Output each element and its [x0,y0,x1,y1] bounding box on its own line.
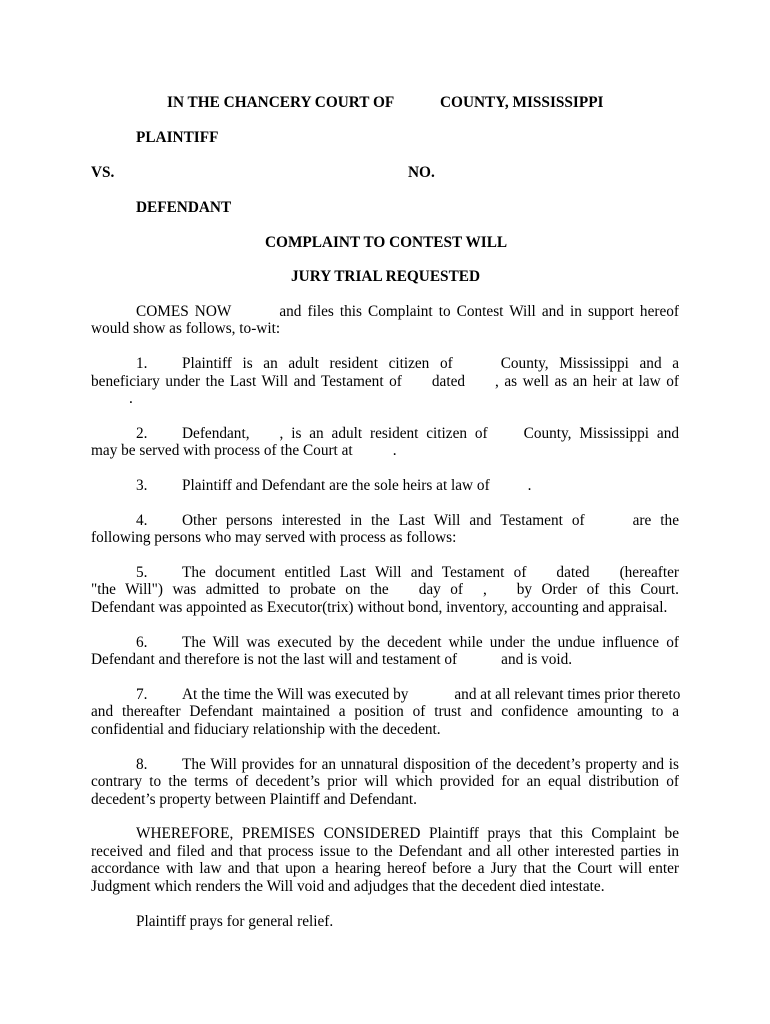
p2-text-c: County, Mississippi and [523,425,679,442]
vs-label: VS. [91,164,115,181]
p3-text-b: . [527,477,532,494]
p1-text-a: Plaintiff is an adult resident citizen of [182,355,453,372]
p6-text-a: The Will was executed by the decedent while under the undue influence of [182,634,679,651]
p5-text-b: dated [556,564,590,581]
document-subtitle: JURY TRIAL REQUESTED [291,268,481,285]
p2-text-e: . [392,442,397,459]
court-name: IN THE CHANCERY COURT OF [167,94,395,111]
paragraph-7-number: 7. [136,686,148,703]
p1-text-b: County, Mississippi and a [500,355,680,372]
paragraph-8-number: 8. [136,756,148,773]
p3-text-a: Plaintiff and Defendant are the sole heirs at law of [182,477,490,494]
paragraph-8-line-2: contrary to the terms of decedent’s prior will which provided for an equal distribution of [91,773,679,790]
p5-text-c: (hereafter [619,564,679,581]
paragraph-2-line-1 [136,425,679,443]
p1-text-d: dated [431,373,466,390]
closing-prayer: Plaintiff prays for general relief. [136,913,334,930]
p6-text-b: Defendant and therefore is not the last will and testament of [91,651,458,668]
intro-line-2: would show as follows, to-wit: [91,320,281,337]
p6-text-c: and is void. [501,651,573,668]
wherefore-line-2: received and filed and that process issue to the Defendant and all other interested parties in [91,843,679,860]
paragraph-2-number: 2. [136,425,148,442]
paragraph-4-line-2: following persons who may served with process as follows: [91,529,457,546]
p2-text-a: Defendant, [182,425,250,442]
paragraph-6-line-1 [136,634,679,652]
p1-text-e: , as well as an heir at law of [495,373,680,390]
p5-text-a: The document entitled Last Will and Testament of [182,564,527,581]
paragraph-1-line-1 [136,355,679,373]
p8-text-a: The Will provides for an unnatural disposition of the decedent’s property and is [182,756,679,773]
p1-text-c: beneficiary under the Last Will and Testament of [91,373,402,390]
p5-text-d: "the Will") was admitted to probate on the [91,581,389,598]
wherefore-line-3: accordance with law and that upon a hearing hereof before a Jury that the Court will enter [91,860,679,877]
paragraph-5-line-1 [136,564,679,582]
paragraph-7-line-3: confidential and fiduciary relationship with the decedent. [91,721,441,738]
paragraph-6-number: 6. [136,634,148,651]
intro-text-b: and files this Complaint to Contest Will and in support hereof [279,303,680,320]
court-county: COUNTY, MISSISSIPPI [440,94,604,111]
intro-text-a: COMES NOW [136,303,232,320]
p2-text-d: may be served with process of the Court at [91,442,353,459]
paragraph-1-number: 1. [136,355,148,372]
paragraph-2-line-2 [91,442,679,460]
paragraph-4-line-1 [136,512,679,530]
paragraph-1-line-2 [91,373,679,391]
p7-text-b: and at all relevant times prior thereto [454,686,681,703]
paragraph-3 [136,477,679,495]
intro-line-1 [136,303,679,321]
p5-text-e: day of [418,581,463,598]
p4-text-a: Other persons interested in the Last Will and Testament of [182,512,585,529]
paragraph-7-line-1 [136,686,679,704]
document-title: COMPLAINT TO CONTEST WILL [265,234,508,251]
paragraph-3-number: 3. [136,477,148,494]
plaintiff-label: PLAINTIFF [136,129,219,146]
paragraph-5-line-3: Defendant was appointed as Executor(trix) without bond, inventory, accounting and appraisal. [91,599,668,616]
p4-text-b: are the [632,512,679,529]
paragraph-8-line-3: decedent’s property between Plaintiff and Defendant. [91,791,417,808]
defendant-label: DEFENDANT [136,199,232,216]
wherefore-line-1: WHEREFORE, PREMISES CONSIDERED Plaintiff prays that this Complaint be [136,825,679,842]
paragraph-7-line-2: and thereafter Defendant maintained a position of trust and confidence amounting to a [91,703,679,720]
paragraph-1-line-3: . [129,390,133,407]
p5-text-g: by Order of this Court. [516,581,680,598]
p7-text-a: At the time the Will was executed by [182,686,409,703]
p2-text-b: , is an adult resident citizen of [279,425,488,442]
paragraph-6-line-2 [91,651,679,669]
wherefore-line-4: Judgment which renders the Will void and adjudges that the decedent died intestate. [91,878,605,895]
paragraph-4-number: 4. [136,512,148,529]
paragraph-8-line-1 [136,756,679,774]
paragraph-5-number: 5. [136,564,148,581]
p5-text-f: , [482,581,487,598]
paragraph-5-line-2 [91,581,679,599]
case-number-label: NO. [408,164,435,181]
